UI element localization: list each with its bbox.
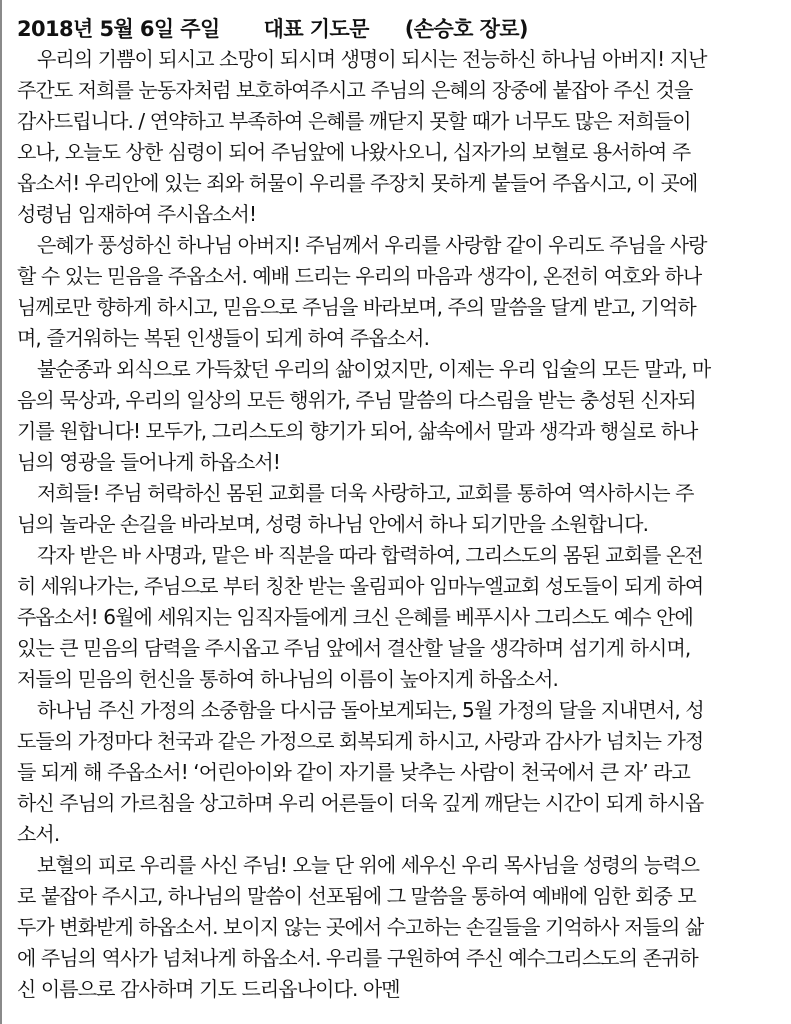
text-line: 히 세워나가는, 주님으로 부터 칭찬 받는 올림피아 임마누엘교회 성도들이 되게 하여 (17, 574, 704, 598)
paragraph-2 (17, 230, 777, 354)
text-line: 소서. (17, 822, 60, 846)
paragraph-6 (17, 695, 777, 850)
text-line: 주옵소서! 6월에 세워지는 임직자들에게 크신 은혜를 베푸시사 그리스도 예수 안에 (17, 605, 693, 629)
document-header (17, 12, 528, 44)
text-line: 님의 영광을 들어나게 하옵소서! (17, 450, 280, 474)
text-line: 며, 즐거워하는 복된 인생들이 되게 하여 주옵소서. (17, 326, 430, 350)
text-line: 하신 주님의 가르침을 상고하며 우리 어른들이 더욱 깊게 깨닫는 시간이 되게 하시옵 (17, 791, 704, 815)
paragraph-7 (17, 850, 777, 1005)
text-line: 도들의 가정마다 천국과 같은 가정으로 회복되게 하시고, 사랑과 감사가 넘치는 가정 (17, 729, 704, 753)
text-line: 성령님 임재하여 주시옵소서! (17, 202, 257, 226)
paragraph-3 (17, 354, 777, 478)
text-line: 기를 원합니다! 모두가, 그리스도의 향기가 되어, 삶속에서 말과 생각과 행실로 하나 (17, 419, 698, 443)
text-line: 있는 큰 믿음의 담력을 주시옵고 주님 앞에서 결산할 날을 생각하며 섬기게 하시며, (17, 636, 691, 660)
text-line: 각자 받은 바 사명과, 맡은 바 직분을 따라 합력하여, 그리스도의 몸된 교회를 온전 (37, 543, 703, 567)
text-line: 로 붙잡아 주시고, 하나님의 말씀이 선포됨에 그 말씀을 통하여 예배에 임한 회중 모 (17, 884, 696, 908)
text-line: 보혈의 피로 우리를 사신 주님! 오늘 단 위에 세우신 우리 목사님을 성령의 능력으 (37, 853, 700, 877)
text-line: 할 수 있는 믿음을 주옵소서. 예배 드리는 우리의 마음과 생각이, 온전히 여호와 하나 (17, 264, 702, 288)
header-date: 2018년 5월 6일 주일 (17, 17, 220, 41)
text-line: 옵소서! 우리안에 있는 죄와 허물이 우리를 주장치 못하게 붙들어 주옵시고, 이 곳에 (17, 171, 698, 195)
prayer-body (17, 44, 777, 1005)
paragraph-5 (17, 540, 777, 695)
text-line: 님의 놀라운 손길을 바라보며, 성령 하나님 안에서 하나 되기만을 소원합니다. (17, 512, 649, 536)
text-line: 하나님 주신 가정의 소중함을 다시금 돌아보게되는, 5월 가정의 달을 지내면서, 성 (37, 698, 704, 722)
text-line: 은혜가 풍성하신 하나님 아버지! 주님께서 우리를 사랑함 같이 우리도 주님을 사랑 (37, 233, 707, 257)
text-line: 주간도 저희를 눈동자처럼 보호하여주시고 주님의 은혜의 장중에 붙잡아 주신 것을 (17, 78, 693, 102)
text-line: 두가 변화받게 하옵소서. 보이지 않는 곳에서 수고하는 손길들을 기억하사 저들의 삶 (17, 915, 704, 939)
text-line: 감사드립니다. / 연약하고 부족하여 은혜를 깨닫지 못할 때가 너무도 많은 저희들이 (17, 109, 691, 133)
text-line: 불순종과 외식으로 가득찼던 우리의 삶이었지만, 이제는 우리 입술의 모든 말과, 마 (37, 357, 711, 381)
text-line: 오나, 오늘도 상한 심령이 되어 주님앞에 나왔사오니, 십자가의 보혈로 용서하여 주 (17, 140, 691, 164)
paragraph-1 (17, 44, 777, 230)
text-line: 에 주님의 역사가 넘쳐나게 하옵소서. 우리를 구원하여 주신 예수그리스도의 존귀하 (17, 946, 698, 970)
text-line: 음의 묵상과, 우리의 일상의 모든 행위가, 주님 말씀의 다스림을 받는 충성된 신자되 (17, 388, 696, 412)
header-title: 대표 기도문 (263, 17, 369, 41)
left-border-rule (0, 0, 2, 1024)
paragraph-4 (17, 478, 777, 540)
text-line: 님께로만 향하게 하시고, 믿음으로 주님을 바라보며, 주의 말씀을 달게 받고, 기억하 (17, 295, 696, 319)
text-line: 저희들! 주님 허락하신 몸된 교회를 더욱 사랑하고, 교회를 통하여 역사하시는 주 (37, 481, 694, 505)
text-line: 들 되게 해 주옵소서! ‘어린아이와 같이 자기를 낮추는 사람이 천국에서 큰 자’ 라고 (17, 760, 690, 784)
text-line: 신 이름으로 감사하며 기도 드리옵나이다. 아멘 (17, 977, 400, 1001)
header-author: (손승호 장로) (404, 17, 528, 41)
text-line: 저들의 믿음의 헌신을 통하여 하나님의 이름이 높아지게 하옵소서. (17, 667, 558, 691)
text-line: 우리의 기쁨이 되시고 소망이 되시며 생명이 되시는 전능하신 하나님 아버지! 지난 (37, 47, 707, 71)
